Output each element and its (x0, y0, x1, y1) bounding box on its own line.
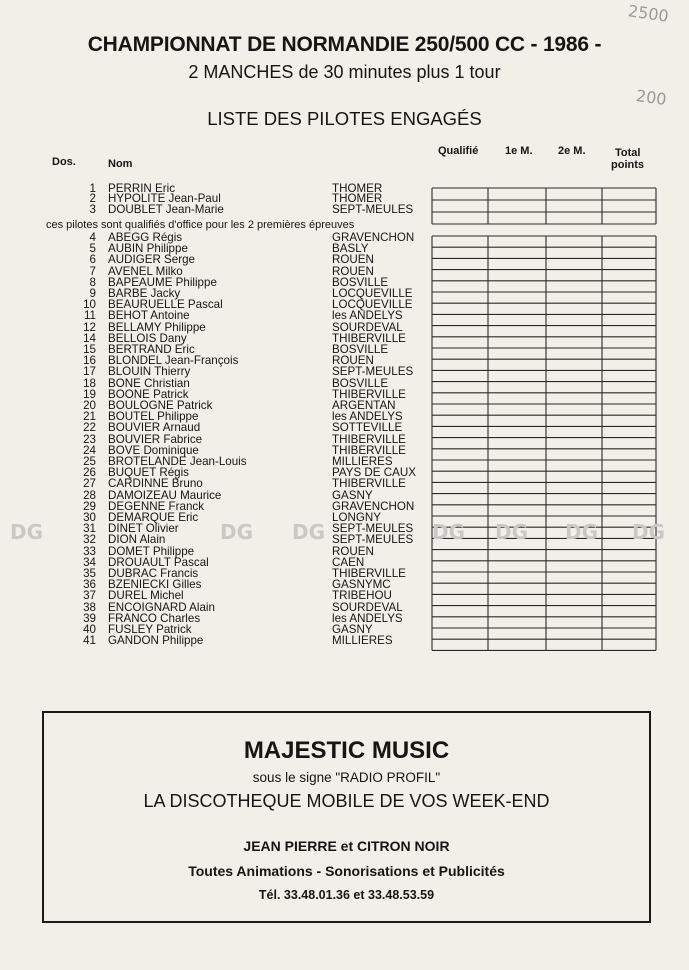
rider-number: 39 (83, 611, 96, 625)
rider-name: AVENEL Milko (108, 264, 183, 278)
rider-town: THIBERVILLE (332, 567, 406, 580)
rider-number: 25 (83, 455, 96, 468)
rider-number: 40 (83, 623, 96, 636)
watermark: DG (432, 520, 466, 544)
ad-services: Toutes Animations - Sonorisations et Publicités (188, 863, 505, 879)
ad-tagline: LA DISCOTHEQUE MOBILE DE VOS WEEK-END (143, 791, 550, 811)
rider-name: DAMOIZEAU Maurice (108, 488, 222, 502)
rider-number: 32 (83, 533, 96, 547)
watermark: DG (565, 520, 599, 544)
rider-town: PAYS DE CAUX (332, 466, 416, 480)
rider-town: ROUEN (332, 354, 374, 368)
rider-number: 23 (83, 432, 96, 446)
rider-name: BLONDEL Jean-François (108, 354, 239, 368)
rider-name: ENCOIGNARD Alain (108, 600, 215, 614)
rider-number: 41 (83, 634, 96, 648)
rider-number: 19 (83, 387, 96, 401)
rider-town: MILLIERES (332, 455, 393, 468)
rider-name: BAPEAUME Philippe (108, 275, 217, 289)
rider-name: HYPOLITE Jean-Paul (108, 192, 221, 206)
rider-name: BZENIECKI Gilles (108, 578, 202, 592)
watermark: DG (632, 520, 666, 544)
watermark: DG (220, 520, 254, 544)
rider-number: 16 (83, 354, 96, 368)
page-title: CHAMPIONNAT DE NORMANDIE 250/500 CC - 1986 - (87, 33, 602, 56)
rider-name: DROUAULT Pascal (108, 555, 209, 569)
rider-town: SOTTEVILLE (332, 421, 403, 435)
rider-number: 5 (89, 242, 96, 256)
rider-name: BOULOGNE Patrick (108, 399, 213, 412)
rider-town: SEPT-MEULES (332, 365, 414, 379)
column-header-manche-1: 1e M. (505, 145, 533, 157)
rider-town: SOURDEVAL (332, 600, 403, 614)
rider-name: CARDINNE Bruno (108, 477, 203, 491)
rider-town: GASNY (332, 488, 373, 502)
rider-number: 36 (83, 578, 96, 592)
rider-town: MILLIERES (332, 634, 393, 648)
rider-town: LOCQUEVILLE (332, 287, 413, 300)
rider-town: ROUEN (332, 544, 374, 558)
column-header-manche-2: 2e M. (558, 145, 586, 157)
rider-name: DOMET Philippe (108, 544, 195, 558)
rider-name: AUBIN Philippe (108, 242, 188, 256)
rider-number: 10 (83, 298, 96, 312)
rider-town: SEPT-MEULES (332, 202, 414, 216)
rider-name: BOONE Patrick (108, 387, 189, 401)
rider-town: BOSVILLE (332, 343, 389, 356)
rider-name: FUSLEY Patrick (108, 623, 192, 636)
rider-town: SEPT-MEULES (332, 533, 414, 547)
rider-number: 18 (83, 376, 96, 390)
rider-town: LOCQUEVILLE (332, 298, 413, 312)
rider-town: BOSVILLE (332, 275, 389, 289)
rider-number: 34 (83, 555, 96, 569)
column-header-dos: Dos. (52, 156, 76, 168)
rider-number: 4 (89, 231, 96, 244)
rider-town: THOMER (332, 192, 383, 206)
rider-number: 27 (83, 477, 96, 491)
rider-number: 28 (83, 488, 96, 502)
rider-number: 7 (89, 264, 96, 278)
rider-number: 29 (83, 499, 96, 513)
rider-town: GRAVENCHON (332, 499, 415, 513)
list-title: LISTE DES PILOTES ENGAGÉS (207, 108, 482, 129)
rider-name: DEGENNE Franck (108, 499, 204, 513)
rider-number: 21 (83, 410, 96, 424)
rider-number: 3 (89, 202, 96, 216)
rider-number: 11 (83, 309, 96, 323)
rider-name: BUQUET Régis (108, 466, 189, 480)
rider-town: THIBERVILLE (332, 387, 406, 401)
rider-name: DINET Olivier (108, 522, 179, 536)
rider-name: DION Alain (108, 533, 166, 547)
rider-town: LONGNY (332, 511, 381, 524)
rider-town: THIBERVILLE (332, 443, 406, 457)
rider-town: les ANDELYS (332, 410, 403, 424)
rider-name: BONE Christian (108, 376, 190, 390)
rider-number: 9 (89, 287, 96, 300)
column-header-nom: Nom (108, 158, 133, 170)
rider-town: les ANDELYS (332, 611, 403, 625)
rider-number: 37 (83, 589, 96, 603)
rider-number: 24 (83, 443, 96, 457)
rider-name: BEHOT Antoine (108, 309, 190, 323)
rider-name: BOVE Dominique (108, 443, 199, 457)
page-subtitle: 2 MANCHES de 30 minutes plus 1 tour (188, 62, 501, 82)
rider-town: GASNY (332, 623, 373, 636)
rider-town: les ANDELYS (332, 309, 403, 323)
rider-town: ARGENTAN (332, 399, 396, 412)
rider-number: 12 (83, 320, 96, 334)
rider-name: ABEGG Régis (108, 231, 183, 244)
rider-name: BLOUIN Thierry (108, 365, 191, 379)
ad-performers: JEAN PIERRE et CITRON NOIR (243, 838, 450, 854)
rider-number: 31 (83, 522, 96, 536)
ad-phone: Tél. 33.48.01.36 et 33.48.53.59 (258, 888, 435, 902)
rider-number: 6 (89, 253, 96, 267)
rider-name: BOUTEL Philippe (108, 410, 199, 424)
rider-name: BROTELANDE Jean-Louis (108, 455, 247, 468)
rider-name: BEAURUELLE Pascal (108, 298, 223, 312)
rider-name: BOUVIER Fabrice (108, 432, 203, 446)
rider-name: BELLOIS Dany (108, 331, 187, 345)
rider-town: SOURDEVAL (332, 320, 403, 334)
column-header-total: Total (615, 147, 641, 159)
ad-title: MAJESTIC MUSIC (243, 737, 450, 764)
rider-name: BERTRAND Eric (108, 343, 195, 356)
rider-town: SEPT-MEULES (332, 522, 414, 536)
rider-name: GANDON Philippe (108, 634, 204, 648)
rider-name: DUBRAC Francis (108, 567, 199, 580)
rider-name: PERRIN Eric (108, 182, 175, 195)
rider-town: CAEN (332, 555, 365, 569)
rider-number: 8 (89, 275, 96, 289)
rider-name: FRANCO Charles (108, 611, 201, 625)
column-header-qualifie: Qualifié (438, 145, 479, 157)
handwritten-note: 2500 (626, 1, 670, 26)
rider-number: 15 (83, 343, 96, 356)
rider-town: GRAVENCHON (332, 231, 415, 244)
rider-number: 2 (89, 192, 96, 206)
rider-town: THOMER (332, 182, 383, 195)
rider-town: THIBERVILLE (332, 331, 406, 345)
rider-town: BASLY (332, 242, 369, 256)
watermark: DG (292, 520, 326, 544)
rider-number: 38 (83, 600, 96, 614)
advertisement-box (42, 711, 651, 923)
rider-town: ROUEN (332, 264, 374, 278)
rider-number: 26 (83, 466, 96, 480)
watermark: DG (495, 520, 529, 544)
rider-town: BOSVILLE (332, 376, 389, 390)
rider-number: 17 (83, 365, 96, 379)
rider-town: THIBERVILLE (332, 432, 406, 446)
rider-number: 22 (83, 421, 96, 435)
handwritten-note: 200 (634, 85, 668, 110)
rider-name: DOUBLET Jean-Marie (108, 202, 224, 216)
rider-name: BELLAMY Philippe (108, 320, 206, 334)
rider-number: 33 (83, 544, 96, 558)
rider-number: 30 (83, 511, 96, 524)
rider-name: DEMARQUE Eric (108, 511, 199, 524)
rider-town: TRIBEHOU (332, 589, 392, 603)
rider-name: DUREL Michel (108, 589, 184, 603)
rider-town: GASNYMC (332, 578, 391, 592)
rider-town: THIBERVILLE (332, 477, 406, 491)
rider-number: 20 (83, 399, 96, 412)
rider-town: ROUEN (332, 253, 374, 267)
ad-subtitle: sous le signe "RADIO PROFIL" (252, 770, 441, 785)
rider-name: BOUVIER Arnaud (108, 421, 201, 435)
column-header-points: points (611, 159, 644, 171)
qualification-note: ces pilotes sont qualifiés d'office pour les 2 premières épreuves (46, 219, 355, 231)
rider-name: BARBE Jacky (108, 287, 181, 300)
rider-number: 1 (89, 182, 96, 195)
rider-number: 35 (83, 567, 96, 580)
watermark: DG (10, 520, 44, 544)
rider-number: 14 (83, 331, 96, 345)
rider-name: AUDIGER Serge (108, 253, 195, 267)
